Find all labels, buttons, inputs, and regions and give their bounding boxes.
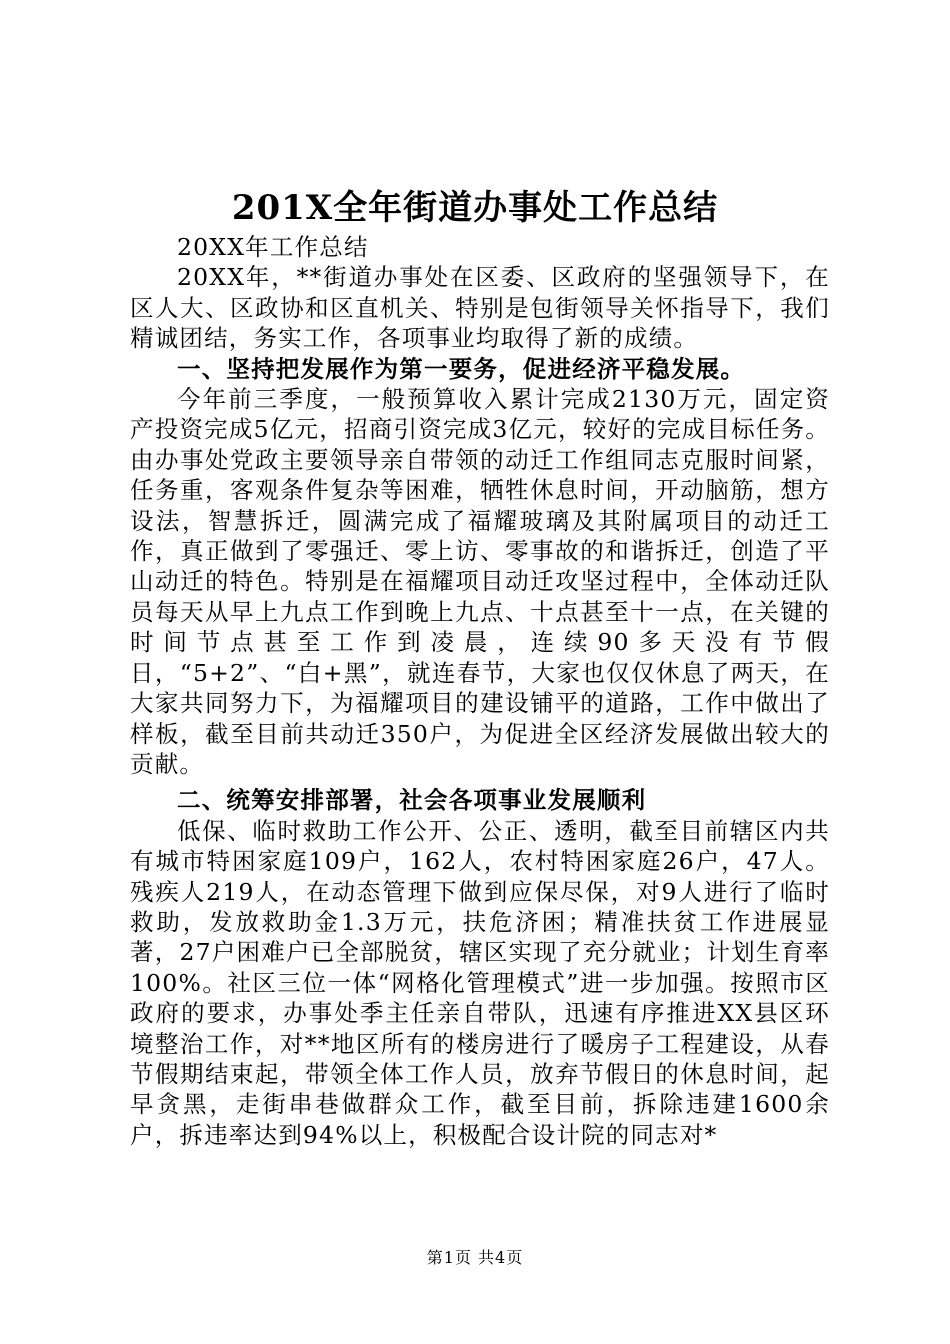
section-heading-1: 一、坚持把发展作为第一要务，促进经济平稳发展。 xyxy=(177,354,746,383)
document-body xyxy=(130,232,830,1150)
section-heading-2: 二、统筹安排部署，社会各项事业发展顺利 xyxy=(177,786,647,815)
paragraph-intro: 20XX年，**街道办事处在区委、区政府的坚强领导下，在区人大、区政协和区直机关、特别是包街领导关怀指导下，我们精诚团结，务实工作，各项事业均取得了新的成绩。 xyxy=(130,263,830,353)
paragraph-economy: 今年前三季度，一般预算收入累计完成2130万元，固定资产投资完成5亿元，招商引资完成3亿元，较好的完成目标任务。由办事处党政主要领导亲自带领的动迁工作组同志克服时间紧，任务重，客观条件复杂等困难，牺牲休息时间，开动脑筋，想方设法，智慧拆迁，圆满完成了福耀玻璃及其附属项目的动迁工作，真正做到了零强迁、零上访、零事故的和谐拆迁，创造了平山动迁的特色。特别是在福耀项目动迁攻坚过程中，全体动迁队员每天从早上九点工作到晚上九点、十点甚至十一点，在关键的时间节点甚至工作到凌晨，连续90多天没有节假日，“5+2”、“白+黑”，就连春节，大家也仅仅休息了两天，在大家共同努力下，为福耀项目的建设铺平的道路，工作中做出了样板，截至目前共动迁350户，为促进全区经济发展做出较大的贡献。 xyxy=(130,385,830,778)
paragraph-subtitle: 20XX年工作总结 xyxy=(177,233,369,261)
page-footer: 第1页 共4页 xyxy=(426,1248,524,1267)
document-title: 201X全年街道办事处工作总结 xyxy=(231,188,719,228)
paragraph-social: 低保、临时救助工作公开、公正、透明，截至目前辖区内共有城市特困家庭109户，162人，农村特困家庭26户，47人。残疾人219人，在动态管理下做到应保尽保，对9人进行了临时救助，发放救助金1.3万元，扶危济困；精准扶贫工作进展显著，27户困难户已全部脱贫，辖区实现了充分就业；计划生育率100%。社区三位一体“网格化管理模式”进一步加强。按照市区政府的要求，办事处季主任亲自带队，迅速有序推进XX县区环境整治工作，对**地区所有的楼房进行了暖房子工程建设，从春节假期结束起，带领全体工作人员，放弃节假日的休息时间，起早贪黑，走街串巷做群众工作，截至目前，拆除违建1600余户，拆违率达到94%以上，积极配合设计院的同志对* xyxy=(130,816,830,1149)
